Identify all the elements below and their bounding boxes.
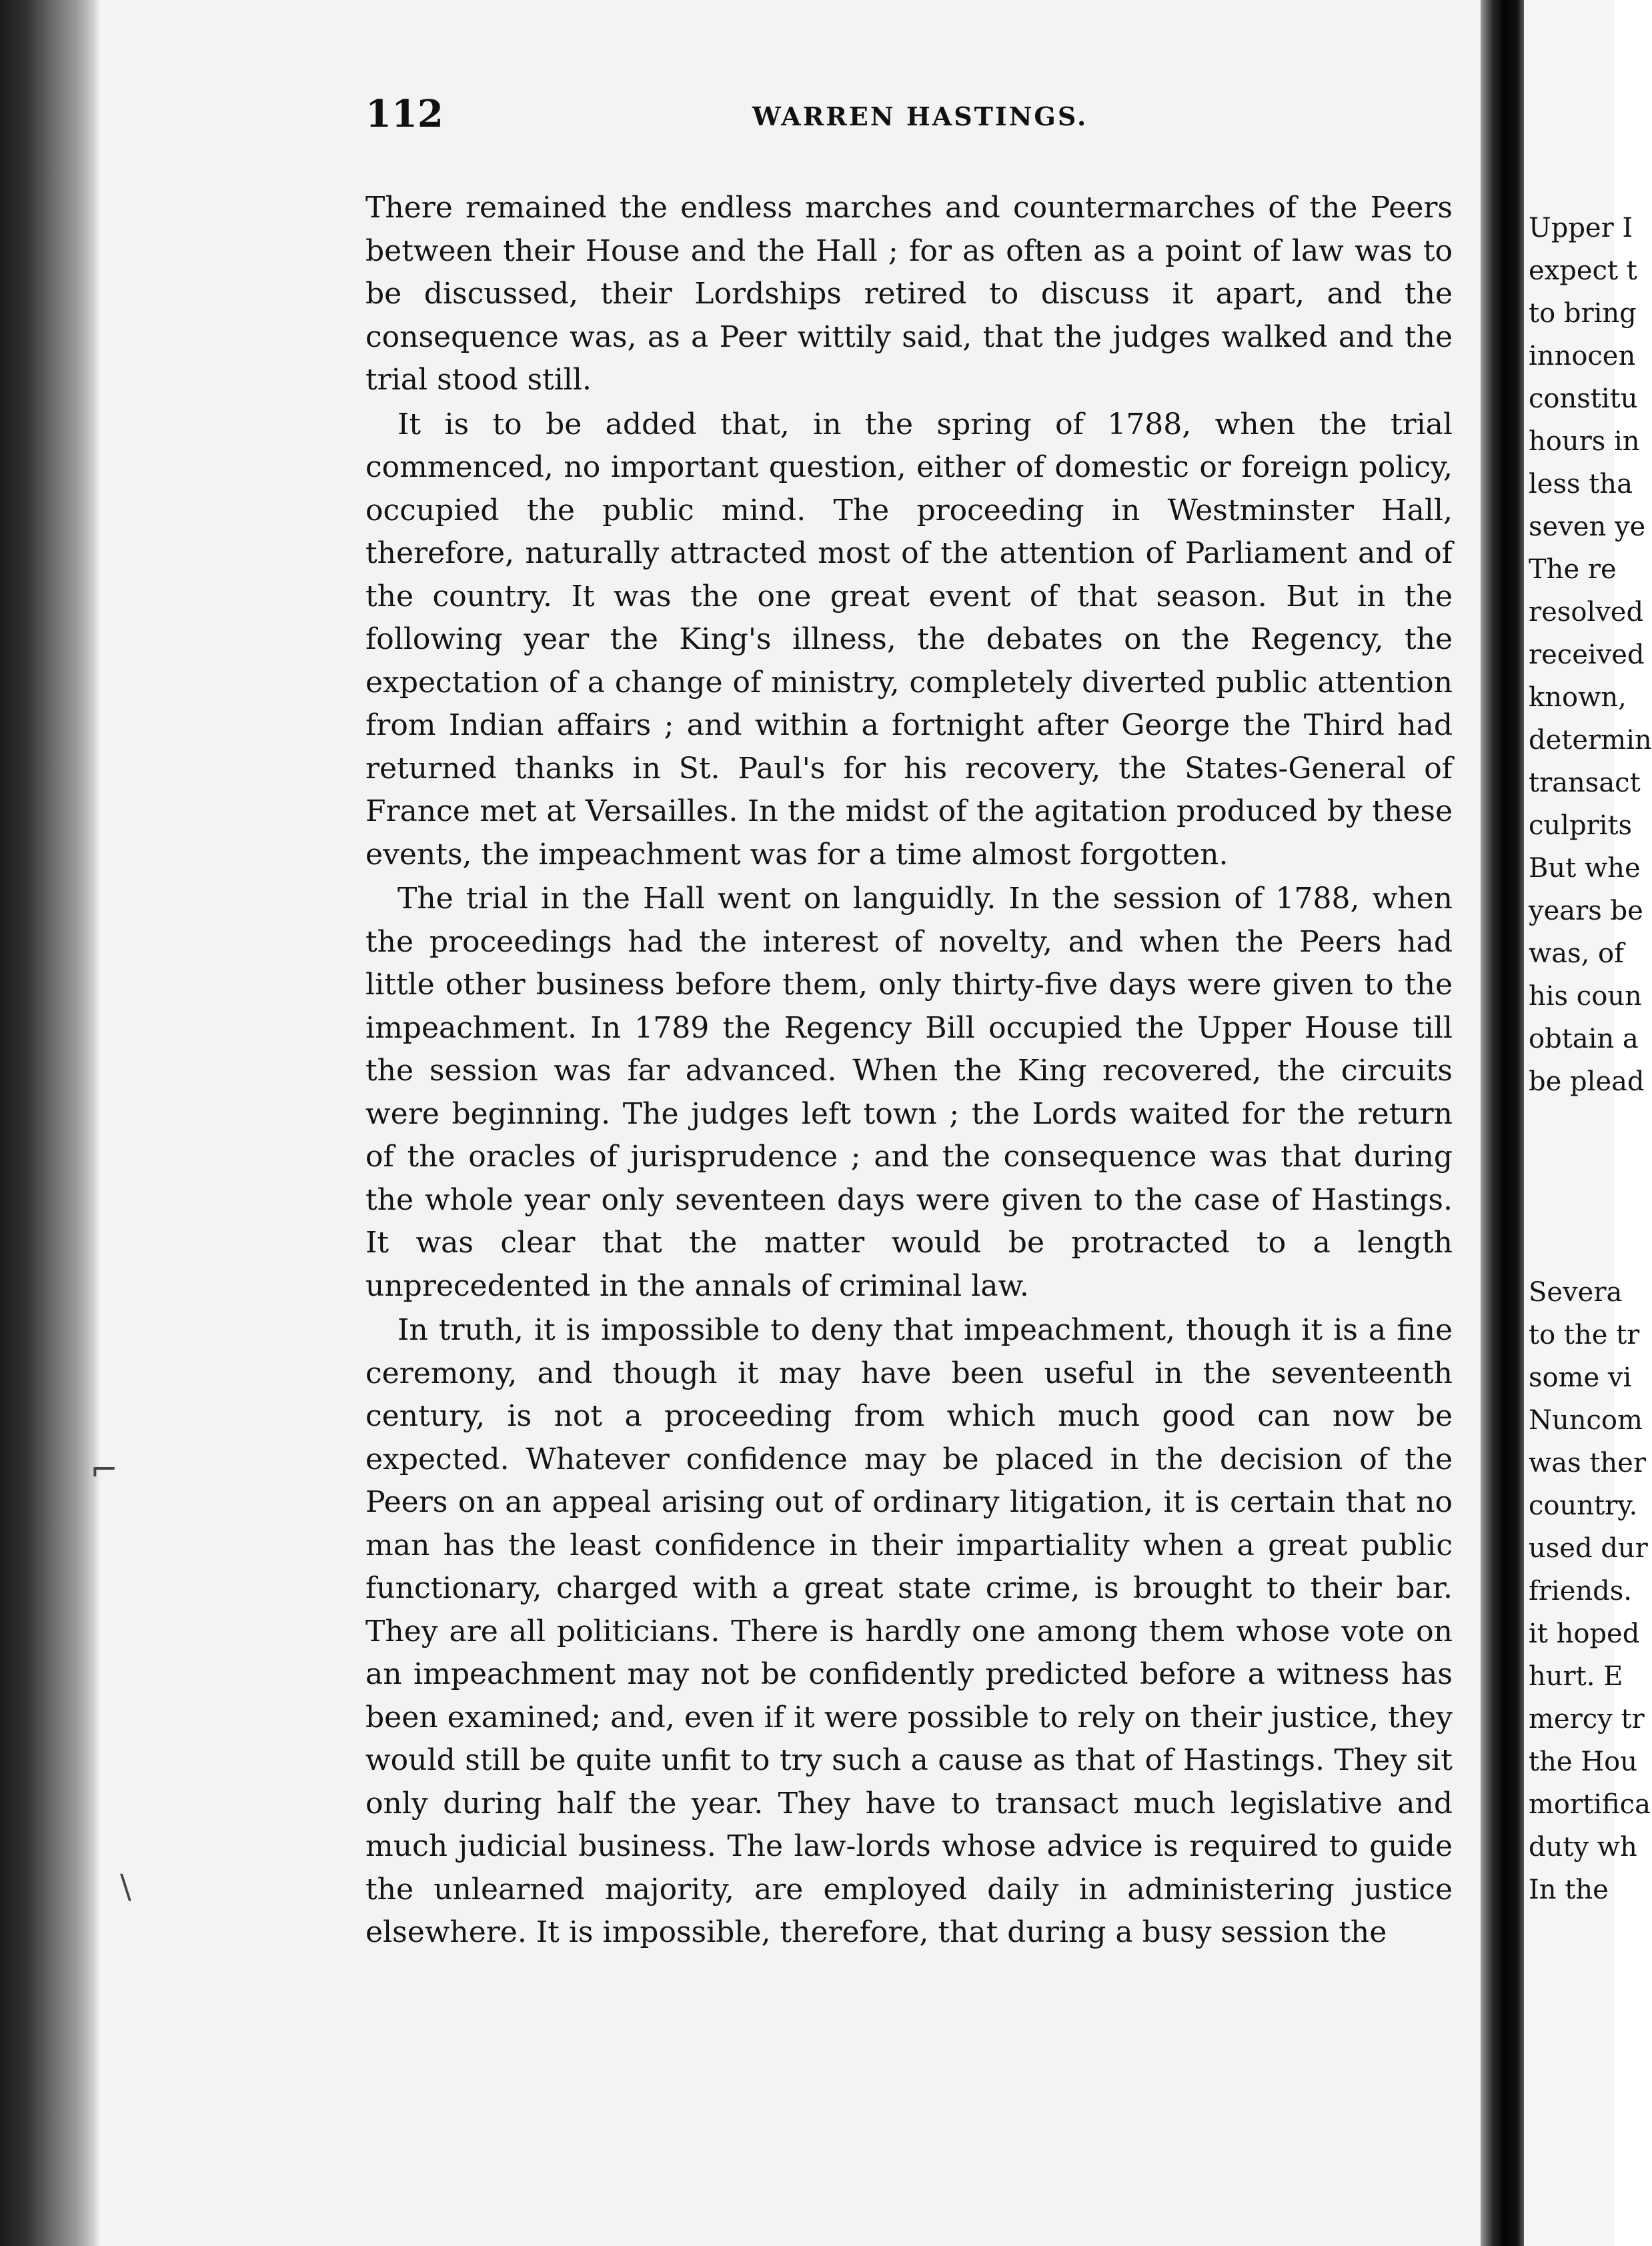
running-title: WARREN HASTINGS. xyxy=(752,101,1088,131)
adjacent-line: country. xyxy=(1529,1490,1638,1521)
paragraph: There remained the endless marches and countermarches of the Peers between their House and the Hall ; for as often as a point of law was to be discussed, their Lordships retired to discuss it apart, and the consequence was, as a Peer wittily said, that the judges walked and the trial stood still. xyxy=(365,191,1453,397)
adjacent-line: mortifica xyxy=(1529,1789,1651,1820)
page-number: 112 xyxy=(365,92,444,136)
adjacent-line: be plead xyxy=(1529,1066,1645,1097)
adjacent-page-text xyxy=(1529,207,1652,1911)
adjacent-line: seven ye xyxy=(1529,511,1646,542)
adjacent-line: Severa xyxy=(1529,1277,1623,1308)
adjacent-line: In the xyxy=(1529,1875,1609,1905)
book-binding-edge xyxy=(0,0,100,2246)
paragraph: It is to be added that, in the spring of 1788, when the trial commenced, no important question, either of domestic or foreign policy, occupied the public mind. The proceeding in Westminster Hall, therefore, naturally attracted most of the attention of Parliament and of the country. It was the one great event of that season. But in the following year the King's illness, the debates on the Regency, the expectation of a change of ministry, completely diverted public attention from Indian affairs ; and within a fortnight after George the Third had returned thanks in St. Paul's for his recovery, the States-General of France met at Versailles. In the midst of the agitation produced by these events, the impeachment was for a time almost forgotten. xyxy=(365,407,1453,872)
adjacent-line: known, xyxy=(1529,682,1627,713)
adjacent-line: the Hou xyxy=(1529,1747,1637,1777)
margin-blemish: ⌐ xyxy=(90,1450,118,1489)
adjacent-line: transact xyxy=(1529,768,1641,798)
adjacent-line: But whe xyxy=(1529,853,1641,884)
adjacent-line: resolved xyxy=(1529,597,1644,628)
adjacent-line: hurt. E xyxy=(1529,1661,1623,1692)
adjacent-line: to bring xyxy=(1529,298,1637,329)
adjacent-line: it hoped xyxy=(1529,1618,1640,1649)
adjacent-line: mercy tr xyxy=(1529,1704,1645,1735)
adjacent-line: less tha xyxy=(1529,469,1633,499)
adjacent-line: Nuncom xyxy=(1529,1405,1643,1436)
adjacent-line: innocen xyxy=(1529,341,1636,371)
adjacent-line: hours in xyxy=(1529,426,1640,457)
adjacent-line: his coun xyxy=(1529,981,1642,1012)
adjacent-line: friends. xyxy=(1529,1576,1632,1606)
paragraph: In truth, it is impossible to deny that impeachment, though it is a fine ceremony, and though it may have been useful in the seventeenth century, is not a proceeding from which much good can now be expected. Whatever confidence may be placed in the decision of the Peers on an appeal arising out of ordinary litigation, it is certain that no man has the least confidence in their impartiality when a great public functionary, charged with a great state crime, is brought to their bar. They are all politicians. There is hardly one among them whose vote on an impeachment may not be confidently predicted before a witness has been examined; and, even if it were possible to rely on their justice, they would still be quite unfit to try such a cause as that of Hastings. They sit only during half the year. They have to transact much legislative and much judicial business. The law-lords whose advice is required to guide the unlearned majority, are employed daily in administering justice elsewhere. It is impossible, therefore, that during a busy session the xyxy=(365,1313,1453,1949)
adjacent-line: determin xyxy=(1529,725,1652,756)
adjacent-line: used dur xyxy=(1529,1533,1648,1564)
margin-blemish: \ xyxy=(120,1867,131,1906)
adjacent-line: some vi xyxy=(1529,1362,1632,1393)
adjacent-line: received xyxy=(1529,640,1645,670)
adjacent-line: Upper I xyxy=(1529,213,1633,243)
adjacent-gap xyxy=(1529,1103,1622,1271)
adjacent-line: constitu xyxy=(1529,383,1638,414)
adjacent-line: culprits xyxy=(1529,810,1633,841)
page-header xyxy=(365,92,1446,145)
adjacent-line: was, of xyxy=(1529,938,1624,969)
book-gutter xyxy=(1481,0,1524,2246)
adjacent-line: The re xyxy=(1529,554,1617,585)
adjacent-line: was ther xyxy=(1529,1448,1646,1478)
adjacent-line: duty wh xyxy=(1529,1832,1637,1863)
adjacent-line: to the tr xyxy=(1529,1320,1640,1350)
paragraph: The trial in the Hall went on languidly. In the session of 1788, when the proceedings had the interest of novelty, and when the Peers had little other business before them, only thirty-five days were given to the impeachment. In 1789 the Regency Bill occupied the Upper House till the session was far advanced. When the King recovered, the circuits were beginning. The judges left town ; the Lords waited for the return of the oracles of jurisprudence ; and the consequence was that during the whole year only seventeen days were given to the case of Hastings. It was clear that the matter would be protracted to a length unprecedented in the annals of criminal law. xyxy=(365,882,1453,1303)
adjacent-line: expect t xyxy=(1529,255,1637,286)
adjacent-line: years be xyxy=(1529,896,1643,926)
body-text xyxy=(365,187,1453,1955)
adjacent-line: obtain a xyxy=(1529,1024,1639,1054)
